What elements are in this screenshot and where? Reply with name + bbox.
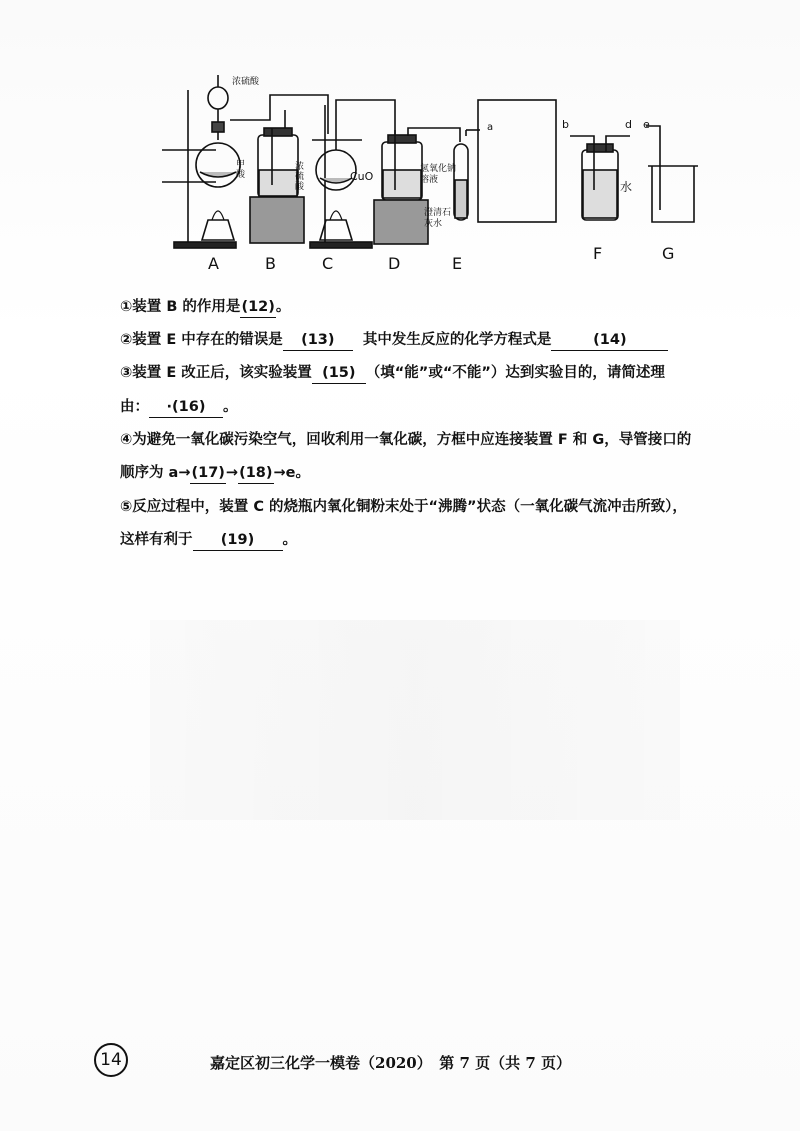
label-G: G — [662, 244, 675, 263]
port-b: b — [562, 118, 569, 131]
q18-end: →e。 — [273, 465, 310, 481]
port-a: a — [487, 122, 494, 133]
answer-blank-16[interactable]: ·(16) — [149, 397, 223, 418]
annot-formic-acid: 甲酸 — [236, 160, 246, 180]
answer-blank-13[interactable]: (13) — [283, 330, 353, 351]
q19-end: 。 — [282, 532, 297, 548]
q19-text: ⑤反应过程中，装置 C 的烧瓶内氧化铜粉末处于“沸腾”状态（一氧化碳气流冲击所致）， — [120, 499, 687, 515]
question-17-18 — [120, 430, 691, 450]
q12-text: ①装置 B 的作用是 — [120, 299, 241, 315]
annot-limewater: 澄清石灰水 — [424, 208, 452, 229]
order-arrow: → — [225, 465, 239, 481]
label-E: E — [452, 254, 463, 273]
annot-naoh-solution: 氢氧化钠溶液 — [420, 164, 457, 185]
q17-order-text: 顺序为 a→ — [120, 465, 191, 481]
question-12 — [120, 297, 290, 318]
q16-text: 由： — [120, 399, 149, 415]
answer-blank-12[interactable]: (12) — [240, 297, 275, 318]
q14-text: 其中发生反应的化学方程式是 — [362, 332, 552, 348]
q16-end: 。 — [223, 399, 238, 415]
label-A: A — [208, 254, 219, 273]
answer-blank-18[interactable]: (18) — [238, 463, 273, 484]
label-D: D — [388, 254, 401, 273]
question-19 — [120, 497, 687, 517]
annot-conc-h2so4-top: 浓硫酸 — [232, 77, 260, 87]
port-d: d — [625, 118, 632, 131]
answer-blank-14[interactable]: (14) — [551, 330, 668, 351]
port-e: e — [643, 118, 650, 131]
q17-text: ④为避免一氧化碳污染空气，回收利用一氧化碳，方框中应连接装置 F 和 G，导管接口的 — [120, 432, 692, 448]
page-number-badge: 14 — [94, 1043, 128, 1077]
annot-conc-h2so4-b: 浓硫酸 — [295, 162, 305, 192]
answer-blank-15[interactable]: (15) — [312, 363, 366, 384]
answer-blank-19[interactable]: (19) — [193, 530, 283, 551]
question-13-14 — [120, 330, 668, 351]
question-19-cont — [120, 530, 297, 551]
label-C: C — [322, 254, 334, 273]
annot-cuo: CuO — [350, 170, 374, 183]
faded-backside-print — [150, 620, 680, 820]
label-F: F — [593, 244, 603, 263]
q19-text-cont: 这样有利于 — [120, 532, 193, 548]
annot-water: 水 — [620, 180, 633, 194]
q15-text-cont: （填“能”或“不能”）达到实验目的，请简述理 — [365, 365, 665, 381]
label-B: B — [265, 254, 276, 273]
question-16 — [120, 397, 238, 418]
q13-text: ②装置 E 中存在的错误是 — [120, 332, 283, 348]
q12-end: 。 — [275, 299, 291, 315]
page-footer: 嘉定区初三化学一模卷（2020） 第 7 页（共 7 页） — [210, 1054, 572, 1072]
question-17-18-order — [120, 463, 310, 484]
answer-blank-17[interactable]: (17) — [190, 463, 225, 484]
question-15 — [120, 363, 665, 384]
q15-text: ③装置 E 改正后，该实验装置 — [120, 365, 312, 381]
